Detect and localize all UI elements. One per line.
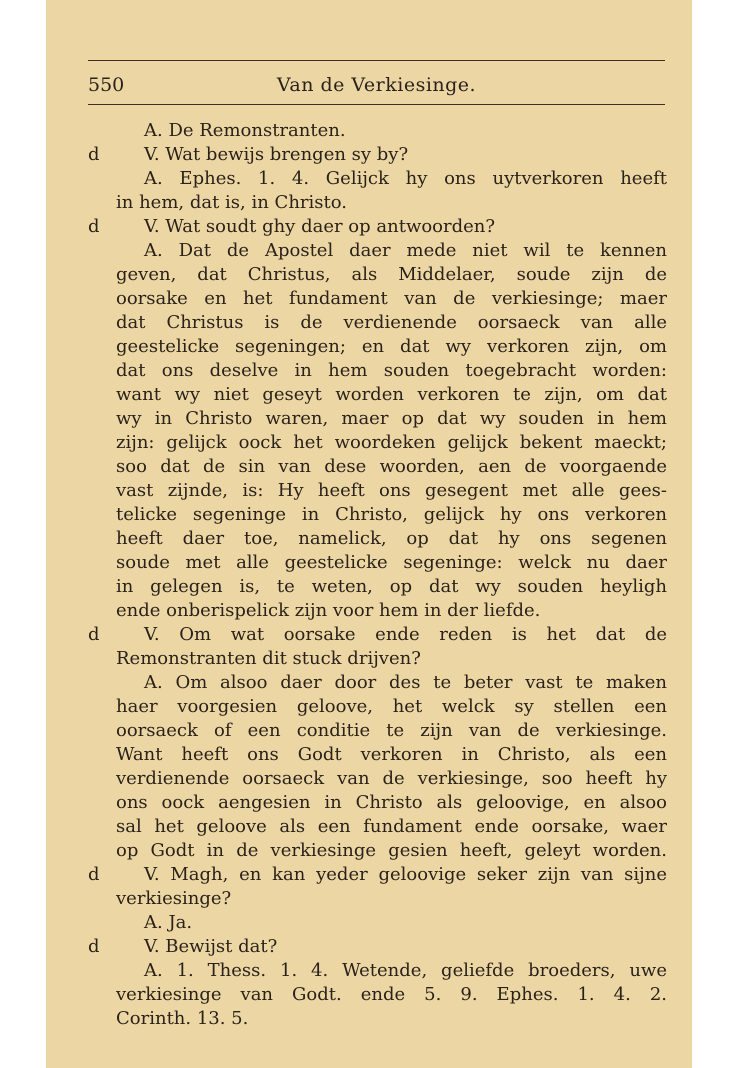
line-text: Want heeft ons Godt verkoren in Christo, als een: [116, 744, 667, 765]
text-line: [88, 454, 668, 478]
text-line: [88, 286, 668, 310]
text-line: [88, 622, 668, 646]
text-line: [88, 550, 668, 574]
text-line: [88, 118, 668, 142]
text-line: [88, 790, 668, 814]
body-text: [88, 118, 668, 1030]
line-text: A. De Remonstranten.: [144, 120, 346, 141]
line-text: V. Bewijst dat?: [144, 936, 278, 957]
line-text: V. Wat soudt ghy daer op antwoorden?: [144, 216, 496, 237]
line-text: A. Ephes. 1. 4. Gelijck hy ons uytverkoren heeft: [144, 168, 667, 189]
line-text: verdienende oorsaeck van de verkiesinge, soo heeft hy: [116, 768, 667, 789]
text-line: [88, 382, 668, 406]
line-text: wy in Christo waren, maer op dat wy souden in hem: [116, 408, 667, 429]
text-line: [88, 886, 668, 910]
text-line: [88, 958, 668, 982]
text-line: [88, 718, 668, 742]
text-line: [88, 526, 668, 550]
line-text: dat Christus is de verdienende oorsaeck van alle: [116, 312, 667, 333]
line-text: sal het geloove als een fundament ende oorsake, waer: [116, 816, 667, 837]
line-text: V. Magh, en kan yeder geloovige seker zijn van sijne: [144, 864, 667, 885]
line-text: oorsake en het fundament van de verkiesinge; maer: [116, 288, 667, 309]
line-text: soo dat de sin van dese woorden, aen de voorgaende: [116, 456, 667, 477]
line-text: verkiesinge van Godt. ende 5. 9. Ephes. 1. 4. 2.: [116, 984, 667, 1005]
text-line: [88, 310, 668, 334]
line-text: geven, dat Christus, als Middelaer, soude zijn de: [116, 264, 667, 285]
text-line: [88, 190, 668, 214]
line-text: Corinth. 13. 5.: [116, 1008, 249, 1029]
text-line: [88, 766, 668, 790]
text-line: [88, 1006, 668, 1030]
line-text: A. Dat de Apostel daer mede niet wil te kennen: [144, 240, 667, 261]
line-text: ons oock aengesien in Christo als geloovige, en alsoo: [116, 792, 667, 813]
line-text: geestelicke segeningen; en dat wy verkoren zijn, om: [116, 336, 667, 357]
text-line: [88, 742, 668, 766]
line-text: dat ons deselve in hem souden toegebracht worden:: [116, 360, 667, 381]
text-line: [88, 598, 668, 622]
text-line: [88, 238, 668, 262]
text-line: [88, 502, 668, 526]
text-line: [88, 334, 668, 358]
line-text: haer voorgesien geloove, het welck sy stellen een: [116, 696, 667, 717]
text-line: [88, 214, 668, 238]
question-marker: d: [88, 936, 100, 957]
line-text: verkiesinge?: [116, 888, 232, 909]
text-line: [88, 694, 668, 718]
line-text: A. Om alsoo daer door des te beter vast te maken: [144, 672, 667, 693]
line-text: vast zijnde, is: Hy heeft ons gesegent met alle gees-: [116, 480, 667, 501]
line-text: Remonstranten dit stuck drijven?: [116, 648, 421, 669]
line-text: soude met alle geestelicke segeninge: welck nu daer: [116, 552, 667, 573]
text-line: [88, 934, 668, 958]
line-text: zijn: gelijck oock het woordeken gelijck bekent maeckt;: [116, 432, 667, 453]
text-line: [88, 814, 668, 838]
line-text: in gelegen is, te weten, op dat wy souden heyligh: [116, 576, 667, 597]
line-text: V. Om wat oorsake ende reden is het dat de: [144, 624, 667, 645]
top-rule: [88, 60, 665, 61]
line-text: ende onberispelick zijn voor hem in der liefde.: [116, 600, 541, 621]
line-text: want wy niet geseyt worden verkoren te zijn, om dat: [116, 384, 667, 405]
line-text: A. Ja.: [144, 912, 193, 933]
text-line: [88, 406, 668, 430]
text-line: [88, 142, 668, 166]
text-line: [88, 670, 668, 694]
text-line: [88, 478, 668, 502]
line-text: heeft daer toe, namelick, op dat hy ons segenen: [116, 528, 667, 549]
question-marker: d: [88, 216, 100, 237]
text-line: [88, 262, 668, 286]
text-line: [88, 910, 668, 934]
line-text: V. Wat bewijs brengen sy by?: [144, 144, 409, 165]
question-marker: d: [88, 144, 100, 165]
text-line: [88, 574, 668, 598]
header-rule: [88, 104, 665, 105]
line-text: A. 1. Thess. 1. 4. Wetende, geliefde broeders, uwe: [144, 960, 667, 981]
text-line: [88, 430, 668, 454]
text-line: [88, 838, 668, 862]
page-header: [88, 74, 665, 100]
text-line: [88, 862, 668, 886]
line-text: telicke segeninge in Christo, gelijck hy ons verkoren: [116, 504, 667, 525]
line-text: in hem, dat is, in Christo.: [116, 192, 347, 213]
text-line: [88, 646, 668, 670]
question-marker: d: [88, 864, 100, 885]
text-line: [88, 358, 668, 382]
running-title: Van de Verkiesinge.: [276, 74, 477, 96]
question-marker: d: [88, 624, 100, 645]
text-line: [88, 166, 668, 190]
page-number: 550: [88, 74, 125, 96]
line-text: oorsaeck of een conditie te zijn van de verkiesinge.: [116, 720, 667, 741]
text-line: [88, 982, 668, 1006]
line-text: op Godt in de verkiesinge gesien heeft, geleyt worden.: [116, 840, 667, 861]
